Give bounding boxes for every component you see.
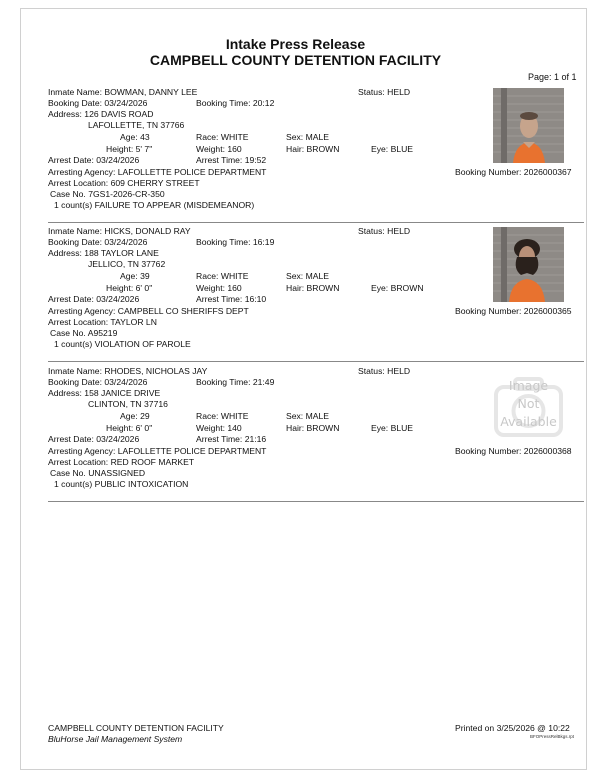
facility-title: CAMPBELL COUNTY DETENTION FACILITY: [149, 52, 442, 68]
mugshot-image: [493, 88, 564, 163]
inmate-name: Inmate Name: RHODES, NICHOLAS JAY: [48, 366, 208, 376]
mugshot-image: [493, 227, 564, 302]
booking-number: Booking Number: 2026000365: [455, 306, 572, 316]
placeholder-text-image: Image: [508, 378, 549, 393]
inmate-name: Inmate Name: BOWMAN, DANNY LEE: [48, 87, 198, 97]
arrest-location: Arrest Location: 609 CHERRY STREET: [48, 178, 200, 188]
case-number: Case No. A95219: [50, 328, 118, 338]
page-number: Page: 1 of 1: [528, 72, 577, 82]
eye: Eye: BLUE: [371, 423, 414, 433]
status: Status: HELD: [358, 226, 411, 236]
status: Status: HELD: [358, 87, 411, 97]
arrest-time: Arrest Time: 21:16: [196, 434, 267, 444]
footer-facility: CAMPBELL COUNTY DETENTION FACILITY: [48, 723, 224, 733]
age: Age: 39: [120, 271, 150, 281]
race: Race: WHITE: [196, 271, 249, 281]
booking-number: Booking Number: 2026000367: [455, 167, 572, 177]
sex: Sex: MALE: [286, 271, 329, 281]
booking-time: Booking Time: 20:12: [196, 98, 275, 108]
age: Age: 43: [120, 132, 150, 142]
mugshot-photo: [493, 227, 564, 302]
placeholder-text-not: Not: [517, 396, 540, 411]
age: Age: 29: [120, 411, 150, 421]
mugshot-photo: [493, 88, 564, 163]
booking-date: Booking Date: 03/24/2026: [48, 98, 148, 108]
placeholder-text-available: Available: [500, 414, 557, 429]
weight: Weight: 140: [196, 423, 242, 433]
status: Status: HELD: [358, 366, 411, 376]
height: Height: 6' 0": [106, 423, 153, 433]
arresting-agency: Arresting Agency: LAFOLLETTE POLICE DEPARTMENT: [48, 167, 267, 177]
sex: Sex: MALE: [286, 132, 329, 142]
address-line1: Address: 158 JANICE DRIVE: [48, 388, 161, 398]
address-line2: LAFOLLETTE, TN 37766: [88, 120, 185, 130]
sex: Sex: MALE: [286, 411, 329, 421]
booking-date: Booking Date: 03/24/2026: [48, 377, 148, 387]
race: Race: WHITE: [196, 132, 249, 142]
weight: Weight: 160: [196, 283, 242, 293]
booking-date: Booking Date: 03/24/2026: [48, 237, 148, 247]
arrest-location: Arrest Location: TAYLOR LN: [48, 317, 157, 327]
charge: 1 count(s) FAILURE TO APPEAR (MISDEMEANOR): [54, 200, 255, 210]
arrest-date: Arrest Date: 03/24/2026: [48, 155, 140, 165]
height: Height: 5' 7": [106, 144, 153, 154]
charge: 1 count(s) PUBLIC INTOXICATION: [54, 479, 189, 489]
address-line2: CLINTON, TN 37716: [88, 399, 168, 409]
address-line1: Address: 188 TAYLOR LANE: [48, 248, 159, 258]
charge: 1 count(s) VIOLATION OF PAROLE: [54, 339, 191, 349]
arresting-agency: Arresting Agency: CAMPBELL CO SHERIFFS DEPT: [48, 306, 249, 316]
arrest-date: Arrest Date: 03/24/2026: [48, 294, 140, 304]
report-filename: BFOPressRelBkgs.rpt: [530, 734, 575, 739]
inmate-record: [0, 367, 591, 507]
eye: Eye: BLUE: [371, 144, 414, 154]
arrest-time: Arrest Time: 16:10: [196, 294, 267, 304]
address-line2: JELLICO, TN 37762: [88, 259, 166, 269]
arresting-agency: Arresting Agency: LAFOLLETTE POLICE DEPARTMENT: [48, 446, 267, 456]
hair: Hair: BROWN: [286, 283, 340, 293]
booking-number: Booking Number: 2026000368: [455, 446, 572, 456]
arrest-date: Arrest Date: 03/24/2026: [48, 434, 140, 444]
inmate-record: [0, 88, 591, 228]
hair: Hair: BROWN: [286, 144, 340, 154]
image-not-available-placeholder: [493, 367, 564, 442]
hair: Hair: BROWN: [286, 423, 340, 433]
height: Height: 6' 0": [106, 283, 153, 293]
race: Race: WHITE: [196, 411, 249, 421]
weight: Weight: 160: [196, 144, 242, 154]
report-title: Intake Press Release: [225, 36, 366, 52]
inmate-record: [0, 227, 591, 367]
case-number: Case No. 7GS1-2026-CR-350: [50, 189, 165, 199]
eye: Eye: BROWN: [371, 283, 424, 293]
booking-time: Booking Time: 16:19: [196, 237, 275, 247]
booking-time: Booking Time: 21:49: [196, 377, 275, 387]
printed-timestamp: Printed on 3/25/2026 @ 10:22: [455, 723, 570, 733]
case-number: Case No. UNASSIGNED: [50, 468, 146, 478]
record-divider: [48, 361, 584, 362]
footer-system: BluHorse Jail Management System: [48, 734, 183, 744]
inmate-name: Inmate Name: HICKS, DONALD RAY: [48, 226, 191, 236]
record-divider: [48, 501, 584, 502]
arrest-location: Arrest Location: RED ROOF MARKET: [48, 457, 195, 467]
arrest-time: Arrest Time: 19:52: [196, 155, 267, 165]
address-line1: Address: 126 DAVIS ROAD: [48, 109, 154, 119]
record-divider: [48, 222, 584, 223]
